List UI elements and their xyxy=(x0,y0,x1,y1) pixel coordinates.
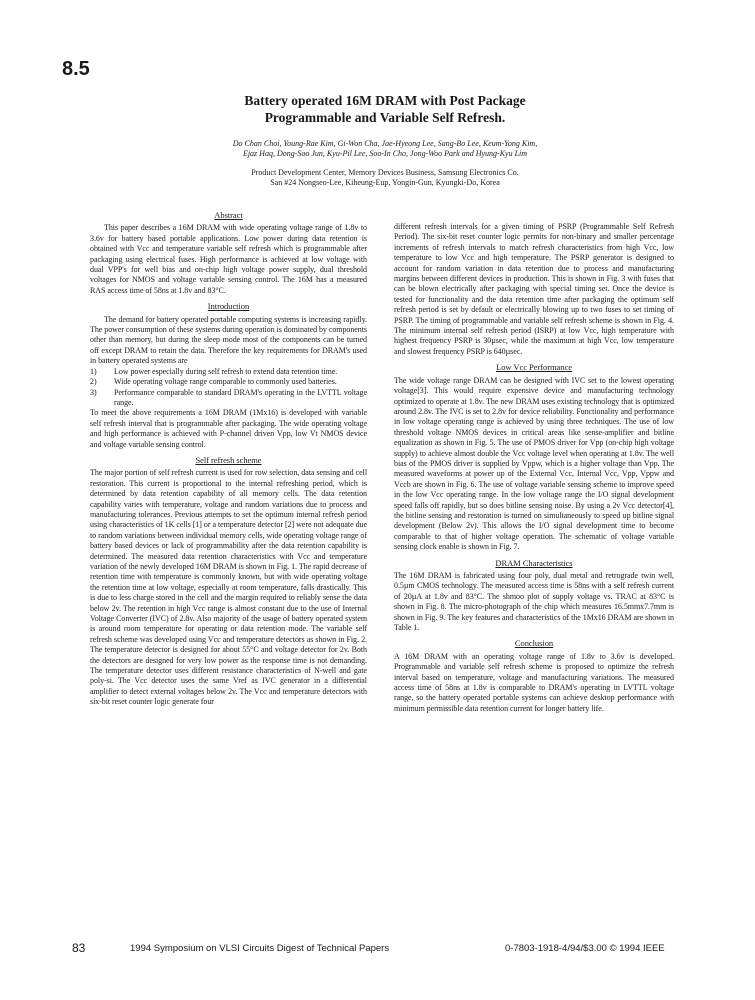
list-item xyxy=(90,367,367,377)
dram-characteristics-text: The 16M DRAM is fabricated using four poly, dual metal and retrograde twin well, 0.5µm CMOS technology. The measured access time is 58ns with a self refresh current of 20µA at 1.8v and 83°C. The shmoo plot of supply voltage vs. TRAC at 83°C is shown in Fig. 8. The micro-photograph of the chip which measures 16.5mmx7.7mm is shown in Fig. 9. The key features and characteristics of the 1Mx16 DRAM are shown in Table 1. xyxy=(394,571,674,633)
self-refresh-text: The major portion of self refresh current is used for row selection, data sensing and cell restoration. This current is proportional to the internal refreshing period, which is determined by data retention capability of all memory cells. The data retention capability varies with temperature, voltage and random variations due to process and manufacturing tolerances. Previous attempts to set the optimum internal refresh period using characteristics of 1K cells [1] or a temperature detector [2] were not adequate due to random variations between individual memory cells, wide operating voltage range of battery based devices or lack of programmability after the data retention capability is determined. The measured data retention characteristics with Vcc and temperature variation of the newly developed 16M DRAM is shown in Fig. 1. The rapid decrease of retention time with temperature is commonly known, but with wide operating voltage the retention time at low voltage, especially at room temperature, falls drastically. This is due to less charge stored in the cell and the margin required to reliably sense the data below 2v. The retention in high Vcc range is almost constant due to the use of Internal Voltage Converter (IVC) of 2.8v. Also majority of the usage of battery operated system is around room temperature for operating or data retention mode. The variable self refresh scheme was developed using Vcc and temperature detectors as shown in Fig. 2. The temperature detector is designed for about 55°C and voltage detector for 2v. Both the detectors are designed for very low power as the response time is not demanding. The temperature detector uses different resistance characteristics of N-well and gate poly-si. The Vcc detector uses the same Vref as IVC generator in a differential amplifier to detect external voltages below 2v. The Vcc and temperature detectors with six-bit reset counter logic generate four xyxy=(90,468,367,707)
continued-text: different refresh intervals for a given timing of PSRP (Programmable Self Refresh Period). The six-bit reset counter logic permits for non-binary and smaller percentage increments of refresh intervals to match refresh characteristics from high Vcc, low temperature to low Vcc and high temperature. The PSRP generator is designed to account for random variation in data retention due to process and manufacturing margins between different devices in production. This is shown in Fig. 3 with fuses that can be blown electrically after packaging with special timing set. Once the device is tested for functionality and the data retention time after packaging the optimum self refresh period is set by default or electrically blowing up to two fuses to set timing of PSRP. The timing of programmable and variable self refresh scheme is shown in Fig. 4. The minimum internal self refresh period (ISRP) at low Vcc, high temperature with highest frequency PSRP is 30µsec, while the maximum at high Vcc, low temperature and slowest frequency PSRP is 640µsec. xyxy=(394,222,674,356)
footer-copyright: 0-7803-1918-4/94/$3.00 © 1994 IEEE xyxy=(505,943,665,954)
affiliation xyxy=(150,168,620,188)
authors-line-2: Ejaz Haq, Dong-Soo Jun, Kyu-Pil Lee, Soo-In Cho, Jong-Woo Park and Hyung-Kyu Lim xyxy=(242,149,528,158)
intro-text: The demand for battery operated portable computing systems is increasing rapidly. The power consumption of these systems during operation is dominated by components other than memory, but during the sleep mode most of the components can be turned off except DRAM to retain the data. Therefore the key requirements for DRAM's used in battery operated systems are xyxy=(90,314,367,366)
list-item xyxy=(90,377,367,387)
low-vcc-text: The wide voltage range DRAM can be designed with IVC set to the lowest operating voltage[3]. This would require expensive device and manufacturing technology optimized to operate at 1.8v. The new DRAM uses existing technology that is optimized around 2.8v. The IVC is set to 2.8v for device reliability. Functionality and performance in low voltage operating range is achieved by using three techniques. The use of low threshold voltage NMOS devices in critical areas like sense-amplifier and bitline equalization as shown in Fig. 5. The use of PMOS driver for Vpp (on-chip high voltage supply) to achieve almost double the Vcc voltage level when operating at 1.8v. The well bias of the PMOS driver is supplied by Vppw, which is a higher voltage than Vpp. The measured waveforms at power up of the External Vcc, Internal Vcc, Vpp, Vppw and Vccb are shown in Fig. 6. The use of voltage variable sensing scheme to improve speed in the low Vcc operating range. In the low voltage range the I/O signal development speed falls off rapidly, but so does bitline sensing noise. By using a 2v Vcc detector[4], the bitline sensing and restoration is turned on simultaneously to speed up bitline signal development (Below 2v). This allows the I/O signal development time to become comparable to that of higher voltage operation. The schematic of voltage variable sensing clock enable is shown in Fig. 7. xyxy=(394,375,674,552)
low-vcc-heading: Low Vcc Performance xyxy=(496,362,572,373)
conclusion-text: A 16M DRAM with an operating voltage range of 1.8v to 3.6v is developed. Programmable and variable self refresh scheme is proposed to optimize the refresh interval based on temperature, voltage and manufacturing variations. The measured access time of 58ns at 1.8v is comparable to DRAM's operating in LVTTL voltage range, so the battery operated portable systems can achieve desktop performance with minimum permissible data retention current for longer battery life. xyxy=(394,651,674,713)
self-refresh-heading: Self refresh scheme xyxy=(195,454,262,465)
section-number: 8.5 xyxy=(62,58,90,80)
footer-venue: 1994 Symposium on VLSI Circuits Digest of Technical Papers xyxy=(130,943,390,954)
authors-line-1: Do Chan Choi, Young-Rae Kim, Gi-Won Cha, Jae-Hyeong Lee, Sang-Bo Lee, Keum-Yong Kim, xyxy=(232,139,538,148)
right-column xyxy=(394,222,674,714)
list-item-text: Performance comparable to standard DRAM's operating in the LVTTL voltage range. xyxy=(114,387,367,407)
title-line-2: Programmable and Variable Self Refresh. xyxy=(264,110,506,125)
paper-title xyxy=(150,92,620,126)
abstract-text: This paper describes a 16M DRAM with wide operating voltage range of 1.8v to 3.6v for battery based portable applications. Low power during data retention is obtained with Vcc and temperature variable self refresh which is programmable after packaging using electrical fuses. High performance is achieved at low voltage with dual VPP's for well bias and on-chip high voltage power supply, dual threshold voltages for NMOS and voltage variable sensing control. The 16M has a measured RAS access time of 58ns at 1.8v and 83°C. xyxy=(90,223,367,295)
intro-text-2: To meet the above requirements a 16M DRAM (1Mx16) is developed with variable self refresh interval that is programmable after packaging. The wide operating voltage and high performance is achieved with P-channel driven Vpp, low Vt NMOS device and voltage variable sensing control. xyxy=(90,408,367,449)
left-column xyxy=(90,210,367,708)
affiliation-line-1: Product Development Center, Memory Devices Business, Samsung Electronics Co. xyxy=(251,168,519,177)
affiliation-line-2: San #24 Nongseo-Lee, Kiheung-Eup, Yongin-Gun, Kyungki-Do, Korea xyxy=(270,178,500,187)
title-line-1: Battery operated 16M DRAM with Post Package xyxy=(244,93,526,108)
conclusion-heading: Conclusion xyxy=(514,638,554,649)
list-item-text: Low power especially during self refresh to extend data retention time. xyxy=(114,366,338,376)
list-item-text: Wide operating voltage range comparable to commonly used batteries. xyxy=(114,377,337,387)
intro-heading: Introduction xyxy=(207,301,250,312)
list-item-number: 2) xyxy=(90,377,97,387)
page-number: 83 xyxy=(72,941,86,955)
list-item-number: 3) xyxy=(90,387,97,397)
requirements-list xyxy=(90,367,367,409)
abstract-heading: Abstract xyxy=(214,210,243,220)
dram-characteristics-heading: DRAM Characteristics xyxy=(495,557,573,568)
authors xyxy=(150,139,620,159)
list-item-number: 1) xyxy=(90,366,97,376)
list-item xyxy=(90,388,367,409)
